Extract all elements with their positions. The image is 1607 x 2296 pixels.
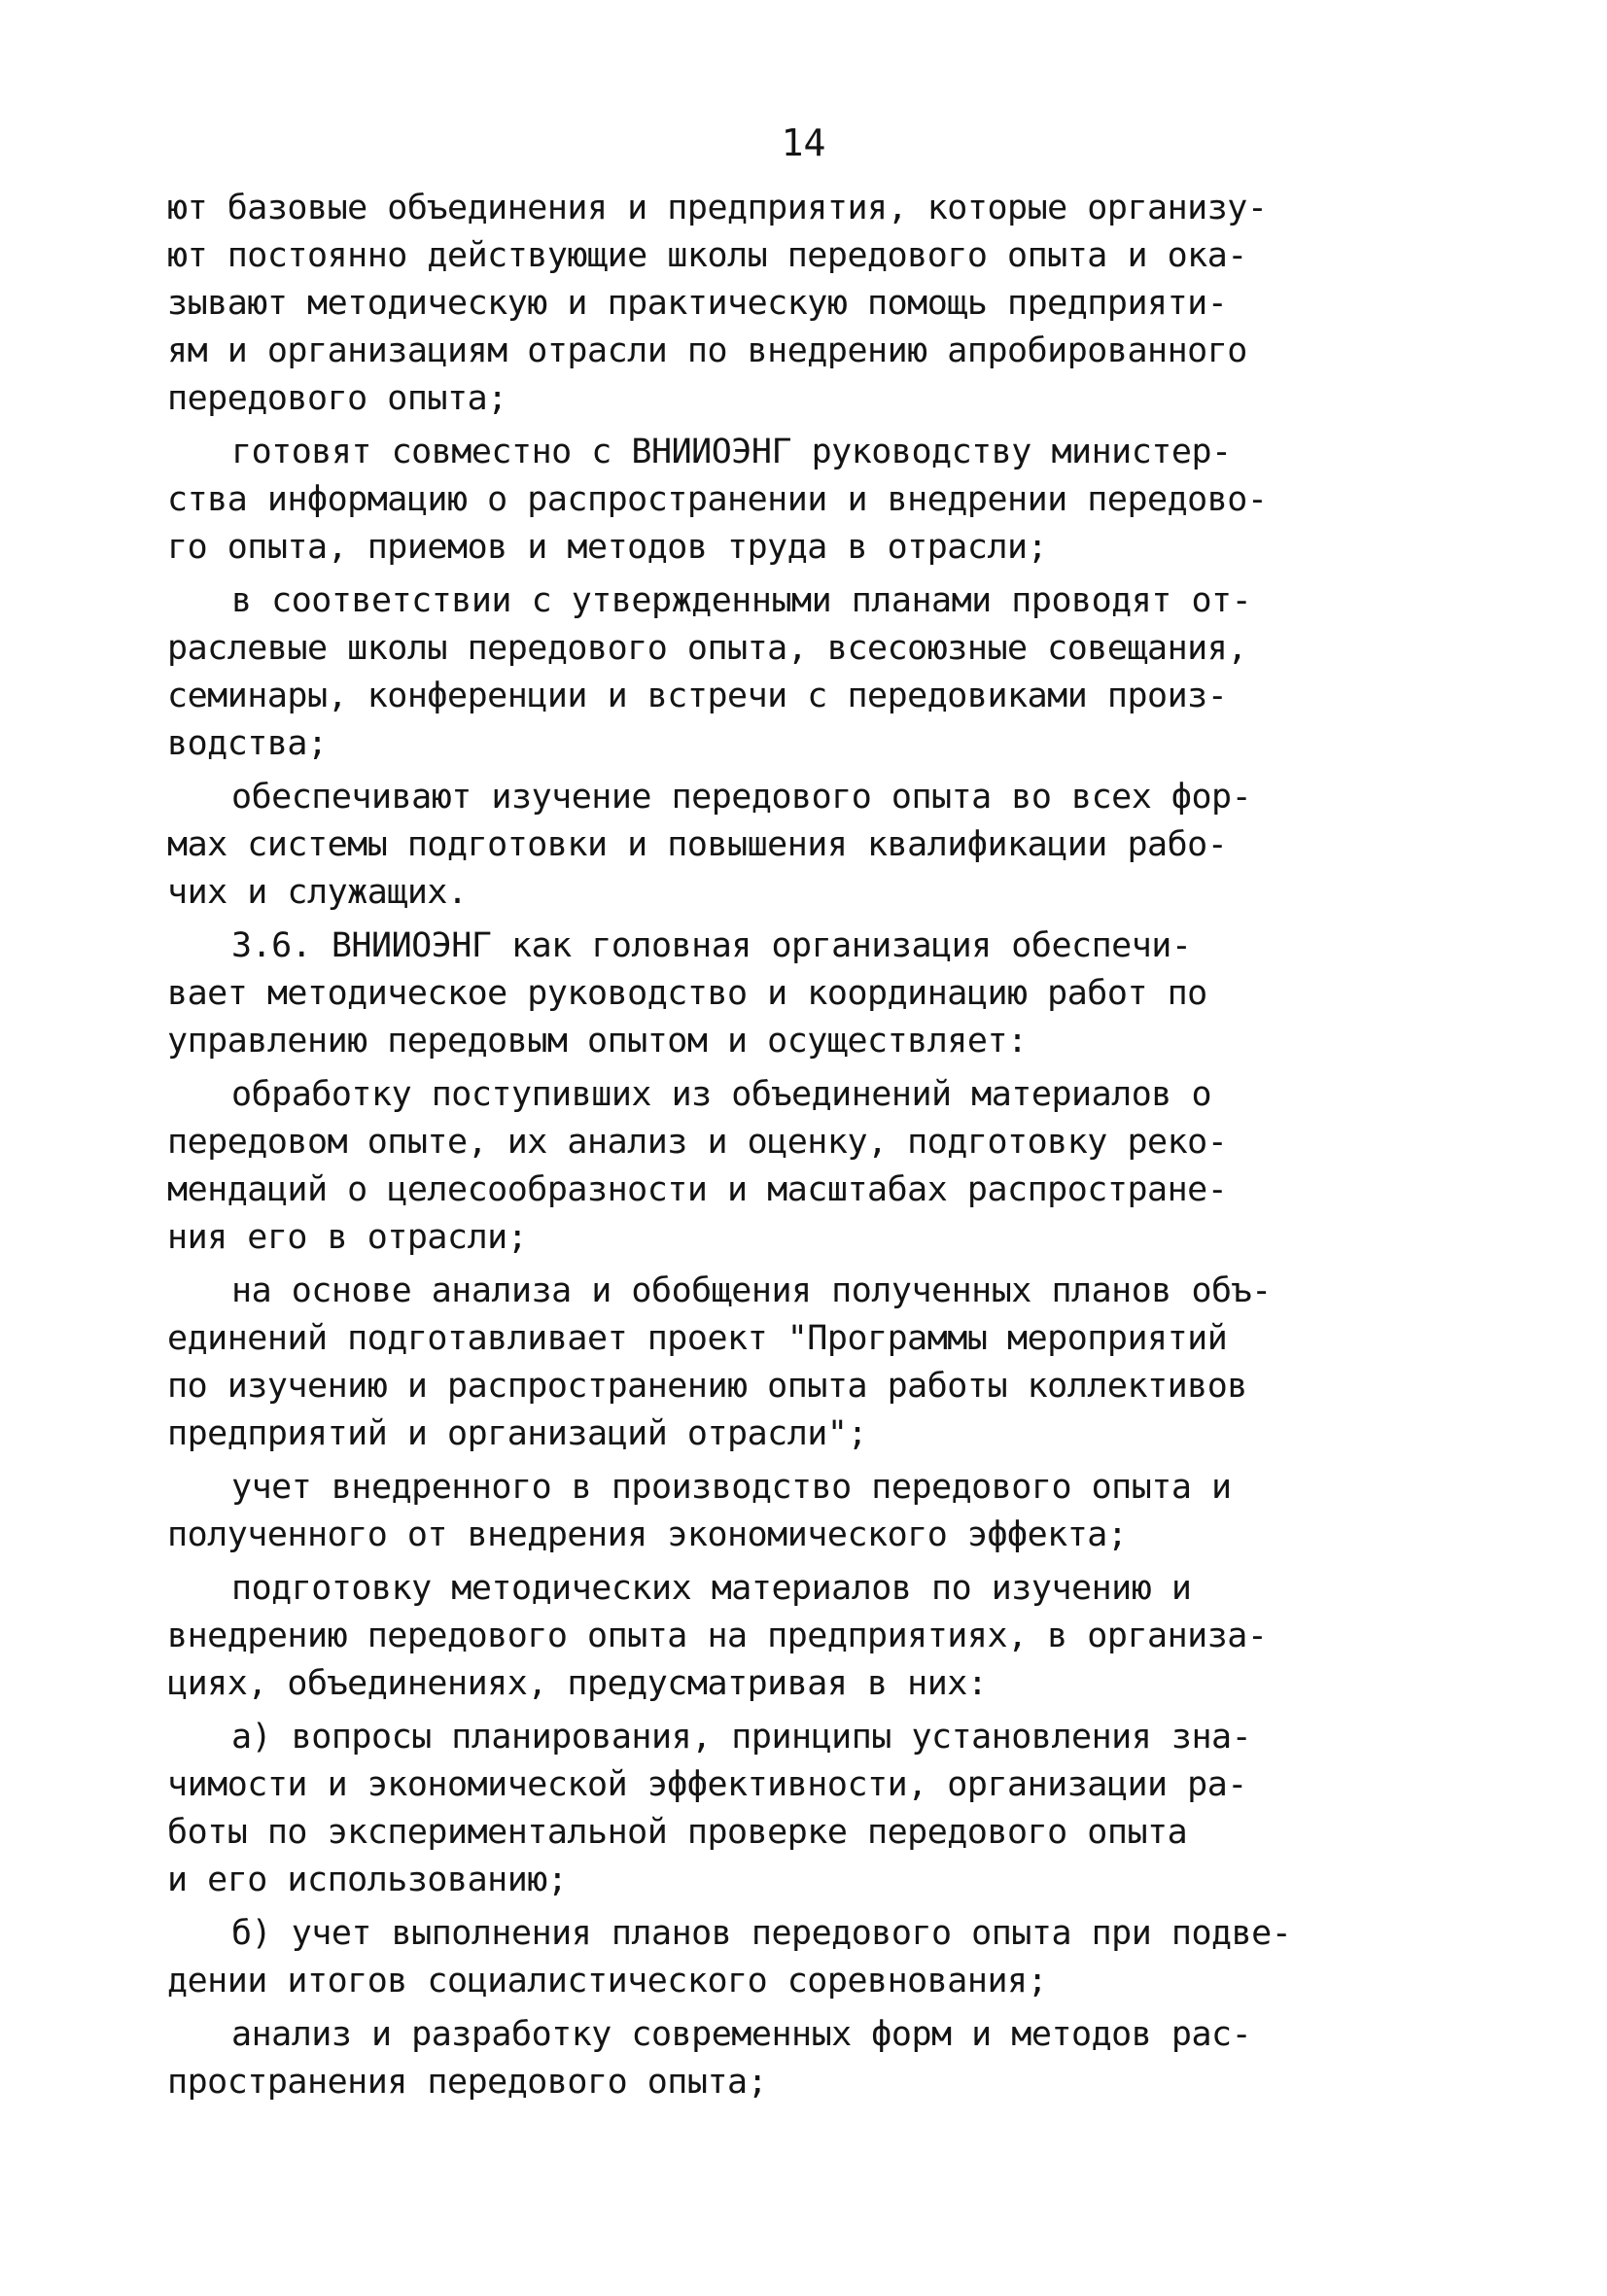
text-line: вает методическое руководство и координацию работ по	[167, 974, 1207, 1013]
text-line: раслевые школы передового опыта, всесоюзные совещания,	[167, 629, 1247, 668]
text-line: зывают методическую и практическую помощь предприяти-	[167, 284, 1228, 323]
paragraph	[167, 429, 1431, 572]
text-line: учет внедренного в производство передового опыта и	[231, 1468, 1232, 1507]
text-line: полученного от внедрения экономического эффекта;	[167, 1515, 1128, 1554]
text-line: на основе анализа и обобщения полученных планов объ-	[231, 1271, 1272, 1310]
text-line: внедрению передового опыта на предприятиях, в организа-	[167, 1617, 1268, 1655]
text-line: ют базовые объединения и предприятия, которые организу-	[167, 189, 1268, 227]
paragraph	[167, 577, 1431, 768]
text-line: чих и служащих.	[167, 873, 468, 912]
text-line: обработку поступивших из объединений материалов о	[231, 1075, 1212, 1114]
text-line: пространения передового опыта;	[167, 2063, 768, 2102]
text-line: го опыта, приемов и методов труда в отрасли;	[167, 528, 1048, 567]
text-line: ют постоянно действующие школы передового опыта и ока-	[167, 236, 1247, 275]
text-line: б) учет выполнения планов передового опыта при подве-	[231, 1914, 1292, 1953]
text-line: ния его в отрасли;	[167, 1218, 528, 1257]
document-body	[167, 185, 1431, 2112]
paragraph	[167, 1464, 1431, 1559]
text-line: предприятий и организаций отрасли";	[167, 1414, 868, 1453]
text-line: водства;	[167, 724, 328, 763]
text-line: а) вопросы планирования, принципы установления зна-	[231, 1718, 1252, 1757]
paragraph	[167, 1268, 1431, 1458]
paragraph	[167, 1565, 1431, 1708]
text-line: ям и организациям отрасли по внедрению апробированного	[167, 331, 1247, 370]
text-line: передового опыта;	[167, 379, 507, 418]
text-line: циях, объединениях, предусматривая в них:	[167, 1664, 988, 1703]
text-line: по изучению и распространению опыта работы коллективов	[167, 1367, 1247, 1406]
text-line: готовят совместно с ВНИИОЭНГ руководству министер-	[231, 433, 1232, 471]
text-line: дении итогов социалистического соревнования;	[167, 1962, 1048, 2000]
paragraph	[167, 922, 1431, 1065]
text-line: управлению передовым опытом и осуществляет:	[167, 1022, 1028, 1061]
text-line: в соответствии с утвержденными планами проводят от-	[231, 581, 1252, 620]
text-line: и его использованию;	[167, 1861, 568, 1899]
paragraph	[167, 1071, 1431, 1262]
paragraph	[167, 2011, 1431, 2106]
text-line: семинары, конференции и встречи с передовиками произ-	[167, 677, 1228, 715]
paragraph	[167, 1910, 1431, 2005]
text-line: ства информацию о распространении и внедрении передово-	[167, 480, 1268, 519]
text-line: анализ и разработку современных форм и методов рас-	[231, 2015, 1252, 2054]
text-line: чимости и экономической эффективности, организации ра-	[167, 1765, 1247, 1804]
page-number: 14	[781, 122, 826, 164]
text-line: передовом опыте, их анализ и оценку, подготовку реко-	[167, 1123, 1228, 1162]
text-line: мендаций о целесообразности и масштабах распростране-	[167, 1170, 1228, 1209]
paragraph	[167, 774, 1431, 917]
text-line: подготовку методических материалов по изучению и	[231, 1569, 1192, 1608]
text-line: обеспечивают изучение передового опыта во всех фор-	[231, 778, 1252, 817]
paragraph	[167, 185, 1431, 423]
paragraph	[167, 1714, 1431, 1904]
text-line: 3.6. ВНИИОЭНГ как головная организация обеспечи-	[231, 926, 1192, 965]
text-line: единений подготавливает проект "Программы мероприятий	[167, 1319, 1228, 1358]
text-line: боты по экспериментальной проверке передового опыта	[167, 1813, 1188, 1852]
text-line: мах системы подготовки и повышения квалификации рабо-	[167, 825, 1228, 864]
